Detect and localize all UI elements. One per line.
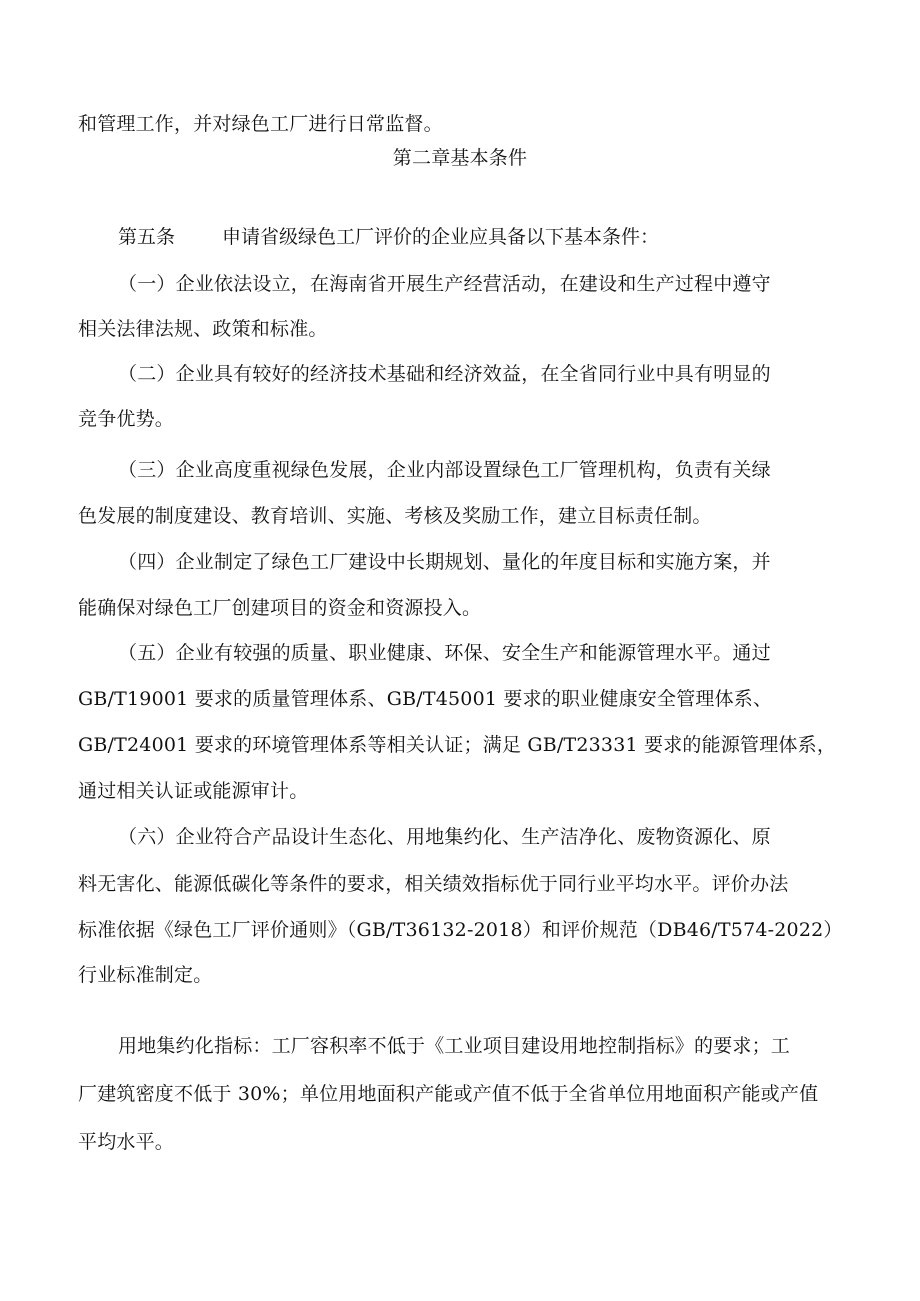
- item-line: （三）企业高度重视绿色发展，企业内部设置绿色工厂管理机构，负责有关绿: [118, 459, 771, 481]
- intro-line: 和管理工作，并对绿色工厂进行日常监督。: [78, 113, 443, 135]
- indicator-line: 厂建筑密度不低于 30%；单位用地面积产能或产值不低于全省单位用地面积产能或产值: [78, 1083, 819, 1105]
- item-line: （四）企业制定了绿色工厂建设中长期规划、量化的年度目标和实施方案，并: [118, 551, 771, 573]
- item-line: 相关法律法规、政策和标准。: [78, 318, 328, 340]
- item-line: GB/T19001 要求的质量管理体系、GB/T45001 要求的职业健康安全管理体系、: [78, 688, 773, 710]
- item-line: 竞争优势。: [78, 408, 175, 430]
- indicator-line: 平均水平。: [78, 1131, 175, 1153]
- item-line: （六）企业符合产品设计生态化、用地集约化、生产洁净化、废物资源化、原: [118, 826, 771, 848]
- article-text: 申请省级绿色工厂评价的企业应具备以下基本条件：: [222, 226, 660, 248]
- item-line: （一）企业依法设立，在海南省开展生产经营活动，在建设和生产过程中遵守: [118, 273, 771, 295]
- item-line: 标准依据《绿色工厂评价通则》（GB/T36132-2018）和评价规范（DB46/T574-2022）: [78, 919, 843, 941]
- item-line: 料无害化、能源低碳化等条件的要求，相关绩效指标优于同行业平均水平。评价办法: [78, 873, 789, 895]
- chapter-title: 第二章基本条件: [392, 147, 528, 169]
- item-line: 行业标准制定。: [78, 964, 213, 986]
- indicator-line: 用地集约化指标：工厂容积率不低于《工业项目建设用地控制指标》的要求；工: [118, 1035, 791, 1057]
- item-line: GB/T24001 要求的环境管理体系等相关认证；满足 GB/T23331 要求的能源管理体系，: [78, 734, 837, 756]
- item-line: （二）企业具有较好的经济技术基础和经济效益，在全省同行业中具有明显的: [118, 363, 771, 385]
- item-line: 色发展的制度建设、教育培训、实施、考核及奖励工作，建立目标责任制。: [78, 505, 712, 527]
- item-line: 能确保对绿色工厂创建项目的资金和资源投入。: [78, 597, 482, 619]
- article-number: 第五条: [118, 226, 176, 248]
- item-line: 通过相关认证或能源审计。: [78, 780, 309, 802]
- item-line: （五）企业有较强的质量、职业健康、环保、安全生产和能源管理水平。通过: [118, 642, 771, 664]
